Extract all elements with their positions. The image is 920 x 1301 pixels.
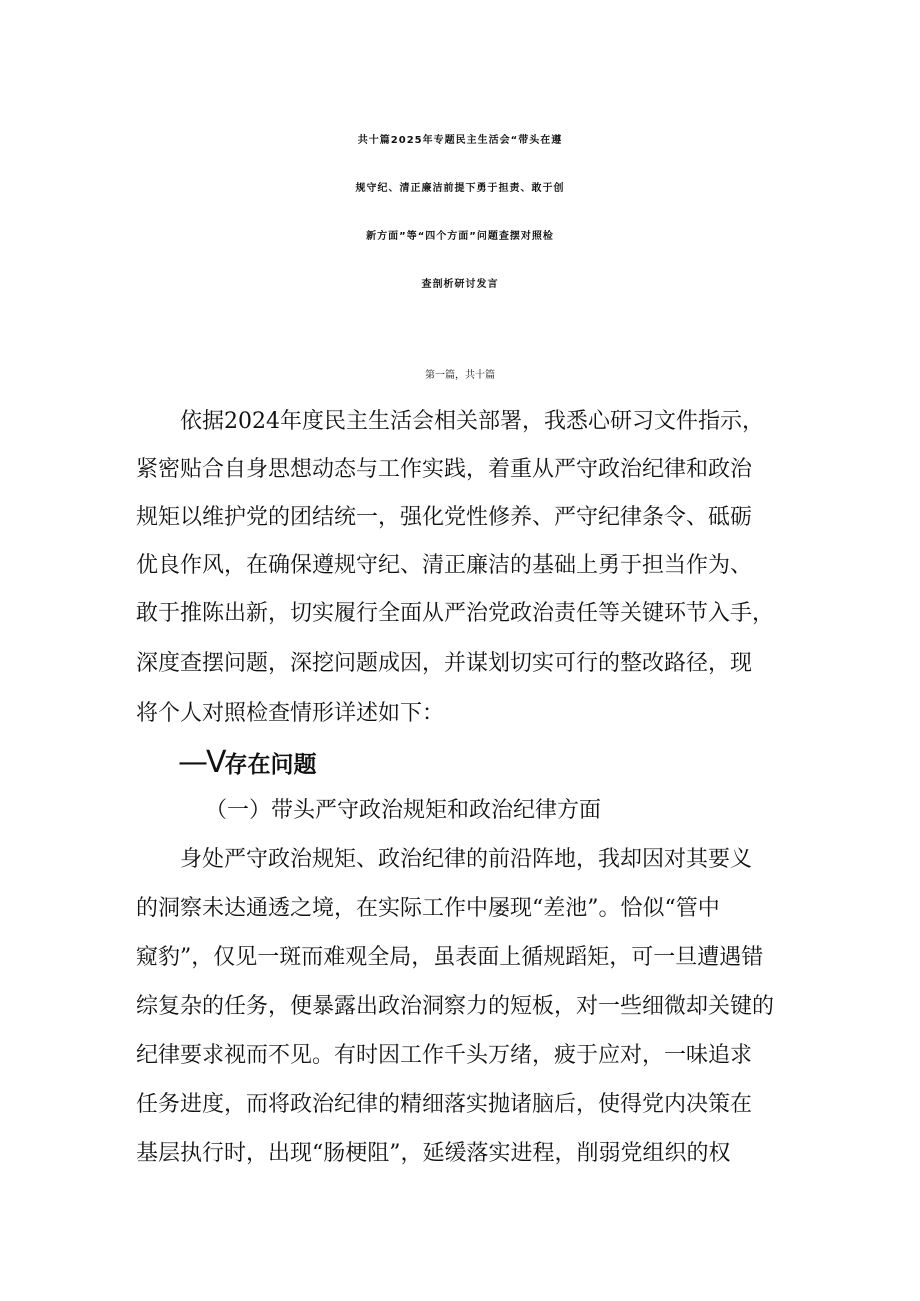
document-title-line-4: 查剖析研讨发言: [421, 279, 499, 290]
intro-paragraph-line: 紧密贴合自身思想动态与工作实践，着重从严守政治纪律和政治: [136, 457, 753, 482]
body-paragraph-line: 综复杂的任务，便暴露出政治洞察力的短板，对一些细微却关键的: [136, 994, 775, 1019]
body-paragraph-line: 身处严守政治规矩、政治纪律的前沿阵地，我却因对其要义: [180, 847, 753, 872]
document-title-line-3: 新方面”等“四个方面”问题查摆对照检: [366, 231, 554, 242]
intro-paragraph-line: 优良作风，在确保遵规守纪、清正廉洁的基础上勇于担当作为、: [136, 553, 753, 578]
body-paragraph-line: 基层执行时，出现“肠梗阻”，延缓落实进程，削弱党组织的权: [136, 1141, 731, 1166]
subsection-heading: （一）带头严守政治规矩和政治纪律方面: [205, 798, 602, 823]
document-title-line-2: 规守纪、清正廉洁前提下勇于担责、敢于创: [355, 183, 565, 194]
section-heading: [178, 745, 317, 780]
intro-paragraph-line: 敢于推陈出新，切实履行全面从严治党政治责任等关键环节入手，: [136, 601, 775, 626]
section-heading-number: —V: [178, 745, 225, 780]
document-title-line-1: 共十篇2025年专题民主生活会“带头在遵: [357, 135, 563, 146]
intro-paragraph-line: 将个人对照检查情形详述如下：: [136, 701, 445, 726]
body-paragraph-line: 纪律要求视而不见。有时因工作千头万绪，疲于应对，一味追求: [136, 1043, 753, 1068]
intro-paragraph-line: 依据2024年度民主生活会相关部署，我悉心研习文件指示，: [180, 409, 764, 434]
document-subtitle: 第一篇，共十篇: [425, 370, 495, 381]
body-paragraph-line: 的洞察未达通透之境，在实际工作中屡现“差池”。恰似“管中: [136, 896, 720, 921]
intro-paragraph-line: 深度查摆问题，深挖问题成因，并谋划切实可行的整改路径，现: [136, 651, 753, 676]
section-heading-text: 存在问题: [224, 752, 317, 778]
body-paragraph-line: 任务进度，而将政治纪律的精细落实抛诸脑后，使得党内决策在: [136, 1092, 753, 1117]
intro-paragraph-line: 规矩以维护党的团结统一，强化党性修养、严守纪律条令、砥砺: [136, 505, 753, 530]
body-paragraph-line: 窥豹”，仅见一斑而难观全局，虽表面上循规蹈矩，可一旦遭遇错: [136, 945, 764, 970]
